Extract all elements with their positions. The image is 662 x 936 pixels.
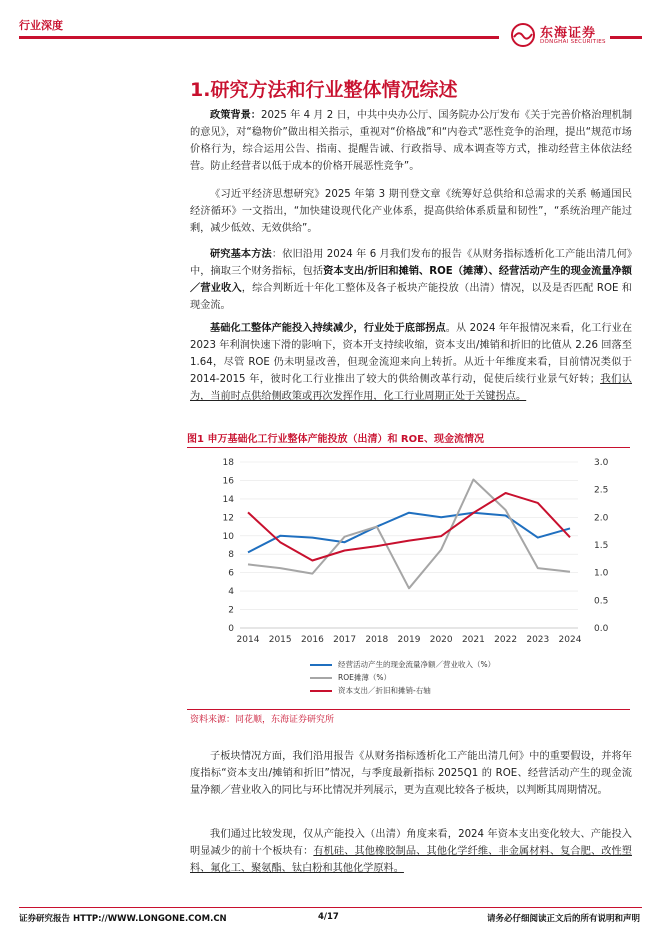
page-number: 4/17 bbox=[318, 912, 339, 922]
sub-sectors-text: 子板块情况方面，我们沿用报告《从财务指标透析化工产能出清几何》中的重要假设，并将年度指标“资本支出/摊销和折旧”情况，与季度最新指标 2025Q1 的 ROE、经营活动产生的现金流量净额／营业收入的同比与环比情况并列展示，更为直观比较各子板块，以判断其周期情况。 bbox=[190, 751, 632, 796]
policy-label: 政策背景： bbox=[210, 110, 261, 121]
logo-wave-icon bbox=[510, 22, 536, 48]
y-right-tick-label: 2.5 bbox=[594, 485, 609, 496]
x-tick-label: 2019 bbox=[397, 635, 421, 645]
y-right-tick-label: 2.0 bbox=[594, 513, 609, 524]
legend-label-roe: ROE摊薄（%） bbox=[338, 673, 391, 682]
figure-title: 图1 申万基础化工行业整体产能投放（出清）和 ROE、现金流情况 bbox=[187, 434, 484, 445]
paragraph-sub-sectors bbox=[190, 748, 632, 799]
paragraph-method bbox=[190, 246, 632, 314]
y-right-tick-label: 0.5 bbox=[594, 596, 609, 607]
legend-item-capex bbox=[310, 684, 495, 697]
x-tick-label: 2024 bbox=[558, 635, 582, 645]
y-left-tick-label: 10 bbox=[222, 531, 234, 542]
footer-rule bbox=[19, 907, 642, 908]
x-tick-label: 2021 bbox=[461, 635, 485, 645]
series-line-1 bbox=[248, 480, 570, 589]
chart-legend bbox=[310, 658, 495, 697]
logo-name-en: DONGHAI SECURITIES bbox=[540, 39, 606, 45]
x-tick-label: 2018 bbox=[365, 635, 389, 645]
policy-text: 2025 年 4 月 2 日，中共中央办公厅、国务院办公厅发布《关于完善价格治理机制的意见》，对“稳物价”做出相关指示，重视对“价格战”和“内卷式”恶性竞争的治理，提出“规范市场价格行为，综合运用公告、指南、提醒告诫、行政指导、成本调查等方式，推动经营主体依法经营。防止经营者以低于成本的价格开展恶性竞争”。 bbox=[190, 110, 633, 172]
legend-item-roe bbox=[310, 671, 495, 684]
figure-source-rule bbox=[187, 709, 630, 710]
footer-website: 证券研究报告 HTTP://WWW.LONGONE.COM.CN bbox=[19, 914, 227, 924]
legend-swatch-red bbox=[310, 690, 332, 692]
method-label: 研究基本方法 bbox=[210, 249, 272, 260]
legend-label-capex: 资本支出／折旧和摊销-右轴 bbox=[338, 686, 431, 695]
y-left-tick-label: 12 bbox=[222, 513, 234, 524]
x-tick-label: 2020 bbox=[429, 635, 453, 645]
figure-source: 资料来源：同花顺，东海证券研究所 bbox=[190, 715, 335, 725]
legend-swatch-gray bbox=[310, 677, 332, 679]
y-left-tick-label: 0 bbox=[228, 624, 234, 634]
method-indicators: 资本支出/折旧和摊销、ROE（摊薄）、经营活动产生的现金流量净额／营业收入 bbox=[190, 266, 632, 294]
paragraph-findings bbox=[190, 826, 632, 877]
x-tick-label: 2017 bbox=[333, 635, 357, 645]
x-tick-label: 2022 bbox=[494, 635, 518, 645]
findings-top-ten-sectors: 有机硅、其他橡胶制品、其他化学纤维、非金属材料、复合肥、改性塑料、氟化工、聚氨酯、钛白粉和其他化学原料。 bbox=[190, 846, 632, 874]
xi-economics-text: 《习近平经济思想研究》2025 年第 3 期刊登文章《统筹好总供给和总需求的关系 畅通国民经济循环》一文指出，“加快建设现代化产业体系，提高供给体系质量和韧性”，“系统治理产能过剩，减少低效、无效供给”。 bbox=[190, 189, 632, 234]
report-type-tag: 行业深度 bbox=[19, 19, 63, 32]
method-text-c: ，综合判断近十年化工整体及各子板块产能投放（出清）情况，以及是否匹配 ROE 和现金流。 bbox=[190, 283, 632, 311]
legend-label-cashflow: 经营活动产生的现金流量净额／营业收入（%） bbox=[338, 660, 496, 669]
footer-disclaimer: 请务必仔细阅读正文后的所有说明和声明 bbox=[487, 914, 641, 924]
y-left-tick-label: 2 bbox=[228, 605, 234, 616]
industry-summary-text: 。从 2024 年年报情况来看，化工行业在 2023 年利润快速下滑的影响下，资本开支持续收缩，资本支出/摊销和折旧的比值从 2.26 回落至 1.64，尽管 ROE 仍未明显改善，但现金流迎来向上转折。从近十年维度来看，目前情况类似于 2014-2015 年，彼时化工行业推出了较大的供给侧改革行动，促使后续行业景气好转； bbox=[190, 323, 633, 385]
y-right-tick-label: 1.0 bbox=[594, 568, 609, 579]
y-left-tick-label: 14 bbox=[222, 494, 234, 505]
y-left-tick-label: 18 bbox=[222, 458, 234, 468]
series-line-0 bbox=[248, 513, 570, 553]
paragraph-policy-background bbox=[190, 107, 632, 175]
figure-title-rule bbox=[187, 447, 630, 448]
x-tick-label: 2016 bbox=[300, 635, 324, 645]
findings-text: 我们通过比较发现，仅从产能投入（出清）角度来看，2024 年资本支出变化较大、产能投入明显减少的前十个板块有： bbox=[190, 829, 632, 857]
y-right-tick-label: 1.5 bbox=[594, 541, 609, 551]
industry-summary-label: 基础化工整体产能投入持续减少，行业处于底部拐点 bbox=[210, 323, 446, 334]
company-logo bbox=[510, 20, 610, 50]
paragraph-industry-summary bbox=[190, 320, 632, 405]
legend-item-cashflow bbox=[310, 658, 495, 671]
y-right-tick-label: 3.0 bbox=[594, 458, 609, 468]
y-left-tick-label: 6 bbox=[228, 568, 234, 579]
x-tick-label: 2023 bbox=[526, 635, 550, 645]
header-rule-left bbox=[19, 36, 499, 39]
legend-swatch-blue bbox=[310, 664, 332, 666]
x-tick-label: 2014 bbox=[236, 635, 260, 645]
section-title: 1.研究方法和行业整体情况综述 bbox=[190, 79, 458, 101]
header-rule-right bbox=[610, 36, 642, 39]
logo-name-cn: 东海证券 bbox=[540, 26, 597, 41]
y-right-tick-label: 0.0 bbox=[594, 624, 609, 634]
method-text-a: ：依旧沿用 2024 年 6 月我们发布的报告《从财务指标透析化工产能出清几何》中，摘取三个财务指标，包括 bbox=[190, 249, 633, 277]
x-tick-label: 2015 bbox=[268, 635, 292, 645]
y-left-tick-label: 8 bbox=[228, 550, 234, 561]
industry-turning-point-conclusion: 我们认为，当前时点供给侧政策或再次发挥作用，化工行业周期正处于关键拐点。 bbox=[190, 374, 632, 402]
y-left-tick-label: 16 bbox=[222, 476, 234, 487]
y-left-tick-label: 4 bbox=[228, 587, 234, 598]
paragraph-xi-economics bbox=[190, 186, 632, 237]
